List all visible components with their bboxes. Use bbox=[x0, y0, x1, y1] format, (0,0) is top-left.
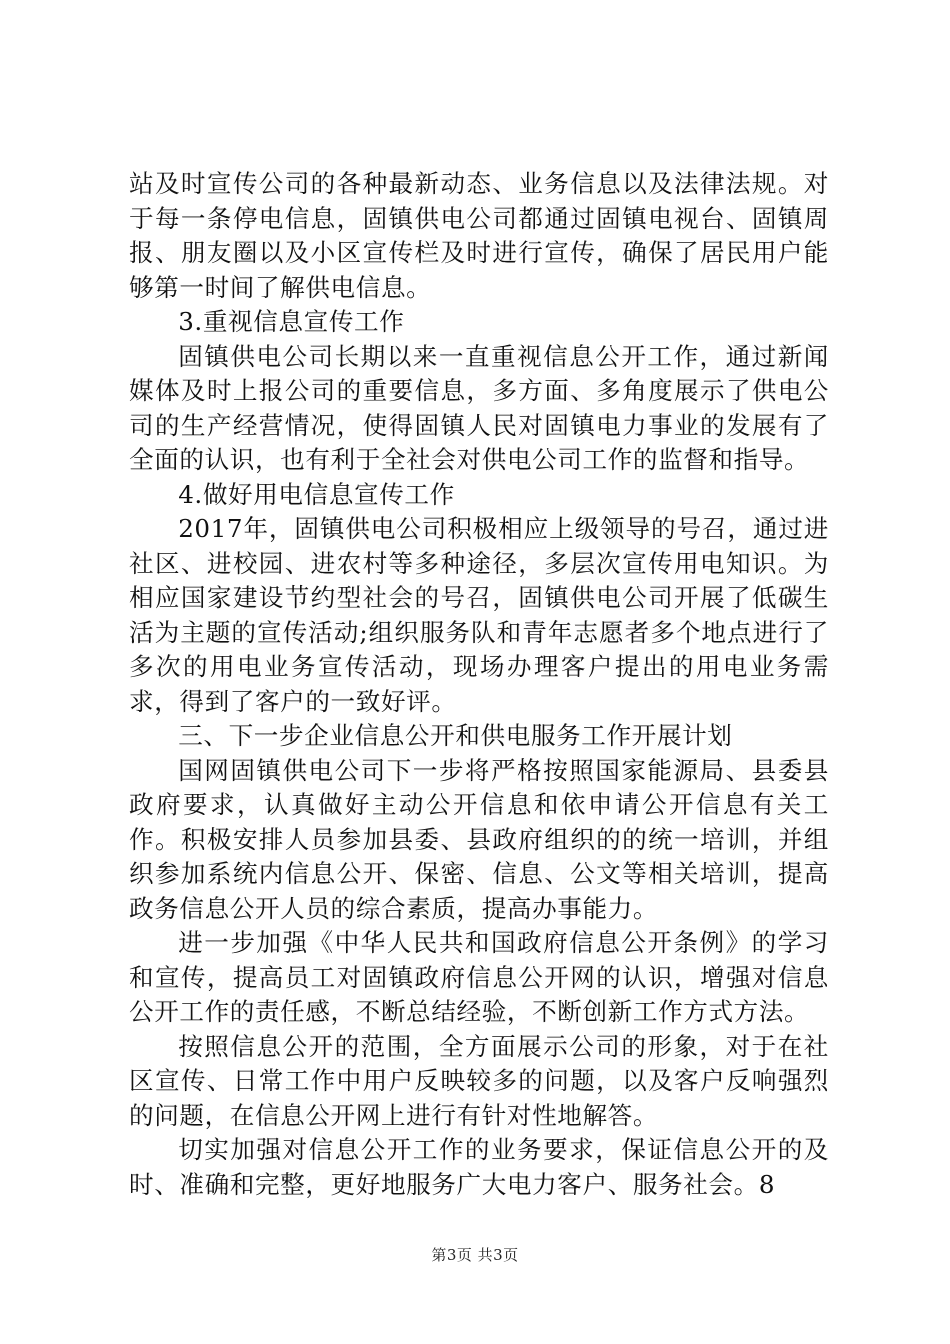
document-body bbox=[129, 167, 829, 1202]
paragraph-continued: 站及时宣传公司的各种最新动态、业务信息以及法律法规。对于每一条停电信息，固镇供电公司都通过固镇电视台、固镇周报、朋友圈以及小区宣传栏及时进行宣传，确保了居民用户能够第一时间了解供电信息。 bbox=[129, 169, 829, 302]
paragraph: 按照信息公开的范围，全方面展示公司的形象，对于在社区宣传、日常工作中用户反映较多的问题，以及客户反响强烈的问题，在信息公开网上进行有针对性地解答。 bbox=[129, 1031, 829, 1130]
page-footer bbox=[0, 1244, 950, 1265]
paragraph: 2017年，固镇供电公司积极相应上级领导的号召，通过进社区、进校园、进农村等多种途径，多层次宣传用电知识。为相应国家建设节约型社会的号召，固镇供电公司开展了低碳生活为主题的宣传活动;组织服务队和青年志愿者多个地点进行了多次的用电业务宣传活动，现场办理客户提出的用电业务需求，得到了客户的一致好评。 bbox=[129, 514, 829, 716]
paragraph: 固镇供电公司长期以来一直重视信息公开工作，通过新闻媒体及时上报公司的重要信息，多方面、多角度展示了供电公司的生产经营情况，使得固镇人民对固镇电力事业的发展有了全面的认识，也有利于全社会对供电公司工作的监督和指导。 bbox=[129, 341, 829, 474]
paragraph: 进一步加强《中华人民共和国政府信息公开条例》的学习和宣传，提高员工对固镇政府信息公开网的认识，增强对信息公开工作的责任感，不断总结经验，不断创新工作方式方法。 bbox=[129, 928, 829, 1026]
paragraph: 国网固镇供电公司下一步将严格按照国家能源局、县委县政府要求，认真做好主动公开信息和依申请公开信息有关工作。积极安排人员参加县委、县政府组织的的统一培训，并组织参加系统内信息公开、保密、信息、公文等相关培训，提高政务信息公开人员的综合素质，提高办事能力。 bbox=[129, 755, 829, 923]
section-heading-4: 4.做好用电信息宣传工作 bbox=[178, 479, 455, 509]
section-heading-plan: 三、下一步企业信息公开和供电服务工作开展计划 bbox=[178, 721, 733, 750]
page-number-label: 第3页 共3页 bbox=[431, 1246, 519, 1264]
paragraph: 切实加强对信息公开工作的业务要求，保证信息公开的及时、准确和完整，更好地服务广大电力客户、服务社会。8 bbox=[129, 1135, 829, 1199]
section-heading-3: 3.重视信息宣传工作 bbox=[178, 307, 405, 336]
